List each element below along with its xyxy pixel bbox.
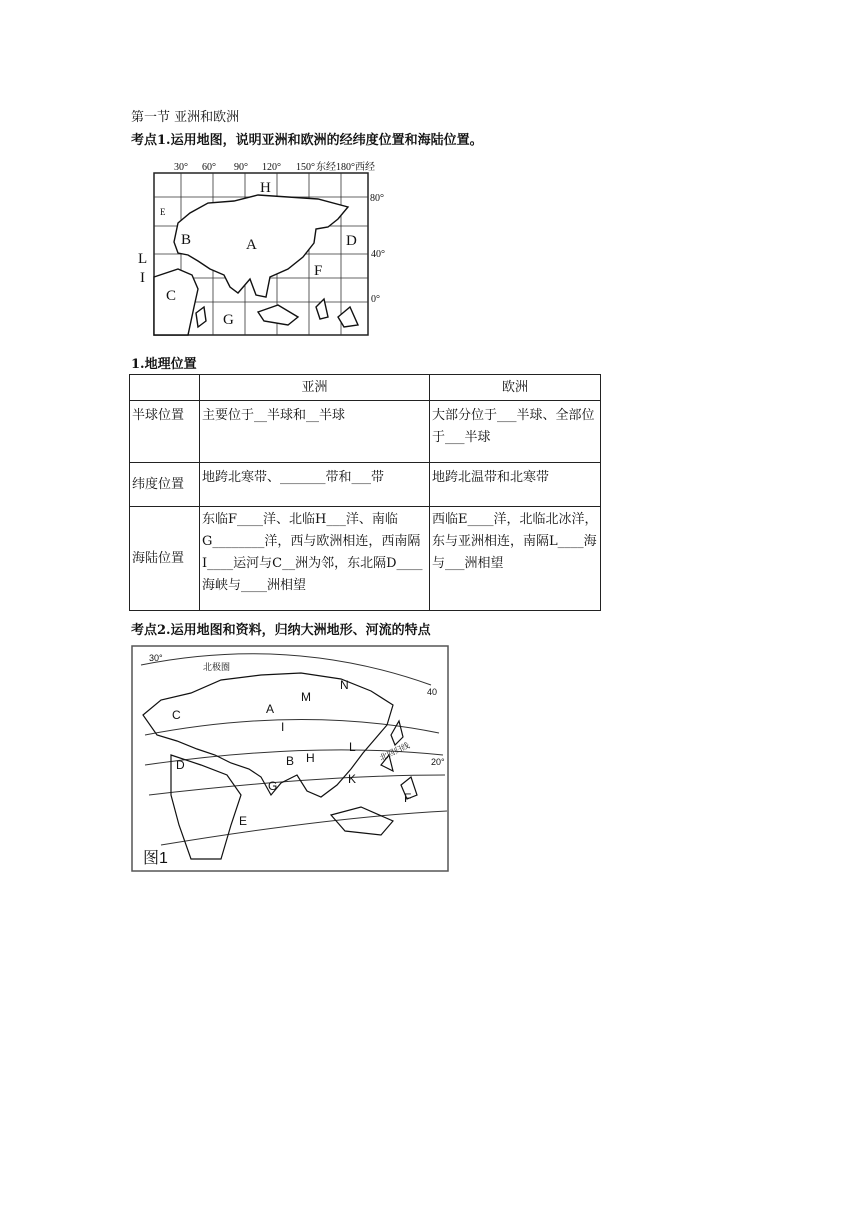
header-asia: 亚洲 [200,375,430,401]
lon-label: 30° [174,162,188,173]
map2-letter-A: A [266,702,275,716]
map2-letter-G: G [268,779,278,793]
lon-label: 150° [296,162,315,173]
asia-terrain-map [131,645,449,872]
lon-label: 东经180°西经 [316,162,375,173]
label-40: 40 [427,687,438,697]
map-letter-E: E [160,207,166,217]
table-corner-cell [130,375,200,401]
map-letter-H: H [260,180,271,196]
row-label: 海陆位置 [130,507,200,611]
map-letter-I: I [140,270,145,286]
lon-label: 90° [234,162,248,173]
map2-letter-F: F [404,791,412,805]
geo-position-table [129,374,601,611]
label-tropic: 北回归线 [378,740,412,763]
figure-caption: 图1 [143,850,168,867]
cell-europe: 地跨北温带和北寒带 [430,463,601,507]
label-30deg: 30° [149,653,163,663]
lon-label: 120° [262,162,281,173]
map2-letter-H: H [306,751,315,765]
lat-label: 0° [371,294,380,305]
map2-letter-L: L [349,740,356,754]
cell-europe: 西临E____洋，北临北冰洋，东与亚洲相连，南隔L____海与___洲相望 [430,507,601,611]
row-label: 半球位置 [130,401,200,463]
map2-letter-M: M [301,690,311,704]
cell-asia: 东临F____洋、北临H___洋、南临G________洋，西与欧洲相连，西南隔I____运河与C__洲为邻，东北隔D____海峡与____洲相望 [200,507,430,611]
kaodian-2-heading: 考点2.运用地图和资料，归纳大洲地形、河流的特点 [131,623,431,638]
section-title: 第一节 亚洲和欧洲 [131,110,240,125]
map2-letter-N: N [340,678,349,692]
map-letter-C: C [166,288,177,304]
lat-label: 80° [370,193,384,204]
lat-label: 40° [371,249,385,260]
label-20deg: 20° [431,757,445,767]
map-letter-F: F [314,263,323,279]
map2-letter-E: E [239,814,248,828]
cell-asia: 地跨北寒带、_______带和___带 [200,463,430,507]
map-letter-D: D [346,233,357,249]
cell-europe: 大部分位于___半球、全部位于___半球 [430,401,601,463]
map2-letter-K: K [348,772,357,786]
row-label: 纬度位置 [130,463,200,507]
map2-letter-C: C [172,708,181,722]
map-letter-A: A [246,237,257,253]
map2-letter-B: B [286,754,295,768]
map-letter-L: L [138,251,148,267]
map2-letter-D: D [176,758,185,772]
table-title: 1.地理位置 [131,357,197,372]
label-arctic-circle: 北极圈 [203,662,231,672]
lon-label: 60° [202,162,216,173]
map-letter-G: G [223,312,234,328]
cell-asia: 主要位于__半球和__半球 [200,401,430,463]
header-europe: 欧洲 [430,375,601,401]
map2-letter-I: I [281,720,285,734]
asia-europe-grid-map [138,157,385,337]
map-letter-B: B [181,232,192,248]
kaodian-1-heading: 考点1.运用地图，说明亚洲和欧洲的经纬度位置和海陆位置。 [131,133,483,148]
